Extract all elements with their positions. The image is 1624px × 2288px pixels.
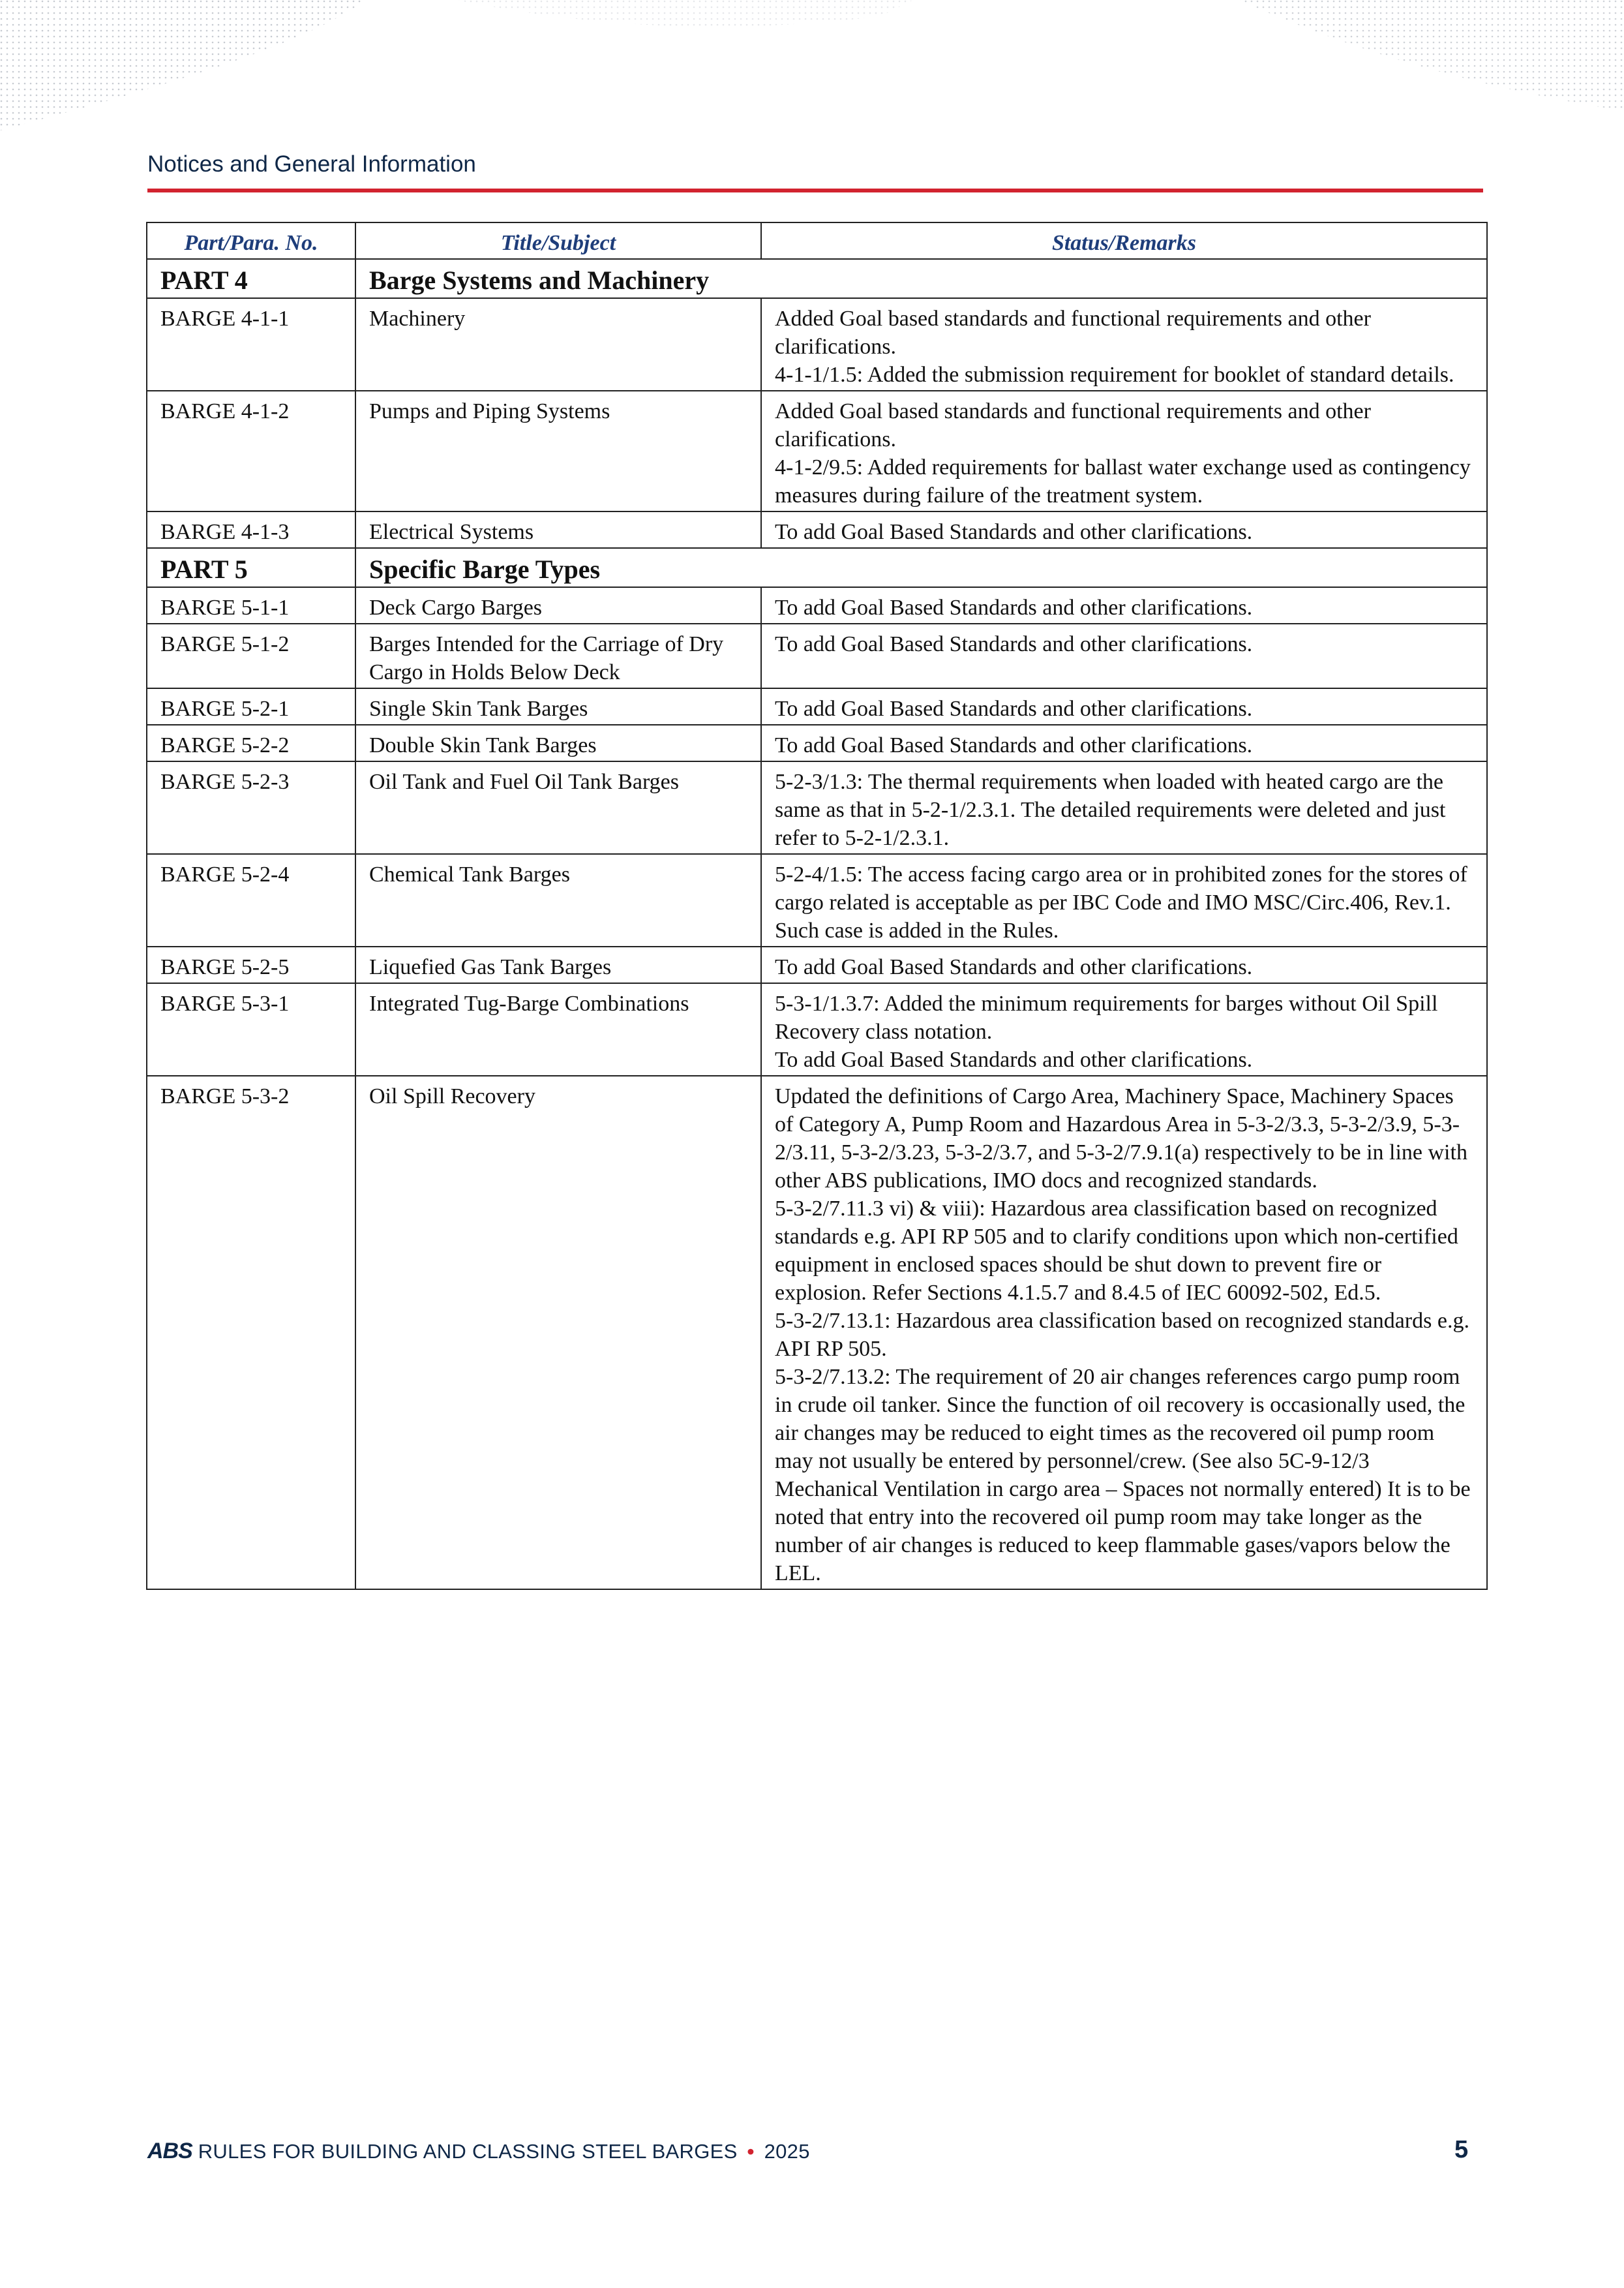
remark-line: Added Goal based standards and functional requirements and other clarifications. (775, 399, 1371, 451)
remark-line: 5-2-3/1.3: The thermal requirements when loaded with heated cargo are the same as that in 5-2-1/2.3.1. The detailed requirements were deleted and just refer to 5-2-1/2.3.1. (775, 770, 1446, 850)
para-number: BARGE 4-1-2 (147, 391, 355, 511)
status-remarks (761, 391, 1487, 511)
remark-line: To add Goal Based Standards and other clarifications. (775, 520, 1253, 544)
subject-title: Oil Spill Recovery (355, 1076, 761, 1589)
part-row (147, 259, 1487, 298)
status-remarks (761, 688, 1487, 725)
table-row (147, 587, 1487, 624)
column-header-part: Part/Para. No. (147, 222, 355, 259)
table-row (147, 983, 1487, 1076)
subject-title: Electrical Systems (355, 511, 761, 548)
table-row (147, 511, 1487, 548)
remark-line: To add Goal Based Standards and other clarifications. (775, 596, 1253, 620)
table-row (147, 391, 1487, 511)
header-dot-pattern (0, 0, 1624, 150)
para-number: BARGE 5-2-2 (147, 725, 355, 761)
para-number: BARGE 5-2-5 (147, 947, 355, 983)
status-remarks (761, 947, 1487, 983)
subject-title: Oil Tank and Fuel Oil Tank Barges (355, 761, 761, 854)
status-remarks (761, 587, 1487, 624)
remark-line: 4-1-1/1.5: Added the submission requirement for booklet of standard details. (775, 363, 1454, 387)
subject-title: Machinery (355, 298, 761, 391)
subject-title: Chemical Tank Barges (355, 854, 761, 947)
subject-title: Deck Cargo Barges (355, 587, 761, 624)
para-number: BARGE 5-1-2 (147, 624, 355, 688)
table-header-row (147, 222, 1487, 259)
remark-line: To add Goal Based Standards and other clarifications. (775, 632, 1253, 656)
status-remarks (761, 511, 1487, 548)
table-row (147, 624, 1487, 688)
status-remarks (761, 761, 1487, 854)
footer-year: 2025 (764, 2140, 810, 2163)
subject-title: Integrated Tug-Barge Combinations (355, 983, 761, 1076)
column-header-title: Title/Subject (355, 222, 761, 259)
subject-title: Single Skin Tank Barges (355, 688, 761, 725)
para-number: BARGE 4-1-1 (147, 298, 355, 391)
subject-title: Double Skin Tank Barges (355, 725, 761, 761)
subject-title: Barges Intended for the Carriage of Dry Cargo in Holds Below Deck (355, 624, 761, 688)
header-rule (147, 189, 1483, 192)
status-remarks (761, 624, 1487, 688)
subject-title: Liquefied Gas Tank Barges (355, 947, 761, 983)
part-number: PART 4 (147, 259, 355, 298)
table-row (147, 725, 1487, 761)
table-row (147, 298, 1487, 391)
para-number: BARGE 5-2-1 (147, 688, 355, 725)
abs-logo: ABS (147, 2139, 192, 2163)
status-remarks (761, 1076, 1487, 1589)
section-title: Notices and General Information (147, 151, 476, 177)
table-row (147, 688, 1487, 725)
remark-line: 5-3-2/7.13.1: Hazardous area classification based on recognized standards e.g. API RP 505. (775, 1309, 1469, 1361)
para-number: BARGE 5-3-1 (147, 983, 355, 1076)
table-row (147, 947, 1487, 983)
status-remarks (761, 854, 1487, 947)
remark-line: Added Goal based standards and functional requirements and other clarifications. (775, 307, 1371, 359)
table-row (147, 761, 1487, 854)
remark-line: To add Goal Based Standards and other clarifications. (775, 697, 1253, 721)
status-remarks (761, 983, 1487, 1076)
column-header-status: Status/Remarks (761, 222, 1487, 259)
remark-line: 4-1-2/9.5: Added requirements for ballast water exchange used as contingency measures during failure of the treatment system. (775, 455, 1471, 508)
remark-line: 5-3-1/1.3.7: Added the minimum requirements for barges without Oil Spill Recovery class notation. (775, 992, 1438, 1044)
para-number: BARGE 5-1-1 (147, 587, 355, 624)
subject-title: Pumps and Piping Systems (355, 391, 761, 511)
page-number: 5 (1454, 2136, 1469, 2163)
remark-line: 5-3-2/7.11.3 vi) & viii): Hazardous area classification based on recognized standards e.g. API RP 505 and to clarify conditions upon which non-certified equipment in enclosed spaces should be shut down to prevent fire or explosion. Refer Sections 4.1.5.7 and 8.4.5 of IEC 60092-502, Ed.5. (775, 1197, 1458, 1305)
table-row (147, 854, 1487, 947)
remark-line: To add Goal Based Standards and other clarifications. (775, 733, 1253, 757)
part-number: PART 5 (147, 548, 355, 587)
status-remarks (761, 725, 1487, 761)
remark-line: 5-2-4/1.5: The access facing cargo area or in prohibited zones for the stores of cargo related is acceptable as per IBC Code and IMO MSC/Circ.406, Rev.1. Such case is added in the Rules. (775, 862, 1467, 943)
footer-separator: • (747, 2140, 755, 2163)
part-title: Barge Systems and Machinery (355, 259, 1487, 298)
part-row (147, 548, 1487, 587)
para-number: BARGE 4-1-3 (147, 511, 355, 548)
table-row (147, 1076, 1487, 1589)
remark-line: To add Goal Based Standards and other clarifications. (775, 1048, 1253, 1072)
para-number: BARGE 5-2-4 (147, 854, 355, 947)
remark-line: To add Goal Based Standards and other clarifications. (775, 955, 1253, 979)
para-number: BARGE 5-2-3 (147, 761, 355, 854)
footer-title: RULES FOR BUILDING AND CLASSING STEEL BARGES (198, 2140, 738, 2163)
footer-publication (147, 2139, 810, 2164)
part-title: Specific Barge Types (355, 548, 1487, 587)
remark-line: 5-3-2/7.13.2: The requirement of 20 air changes references cargo pump room in crude oil tanker. Since the function of oil recovery is occasionally used, the air changes may be reduced to eight times as the recovered oil pump room may not usually be entered by personnel/crew. (See also 5C-9-12/3 Mechanical Ventilation in cargo area – Spaces not normally entered) It is to be noted that entry into the recovered oil pump room may take longer as the number of air changes is reduced to keep flammable gases/vapors below the LEL. (775, 1365, 1471, 1585)
para-number: BARGE 5-3-2 (147, 1076, 355, 1589)
notices-table (146, 222, 1488, 1590)
remark-line: Updated the definitions of Cargo Area, Machinery Space, Machinery Spaces of Category A, Pump Room and Hazardous Area in 5-3-2/3.3, 5-3-2/3.9, 5-3-2/3.11, 5-3-2/3.23, 5-3-2/3.7, and 5-3-2/7.9.1(a) respectively to be in line with other ABS publications, IMO docs and recognized standards. (775, 1084, 1467, 1193)
status-remarks (761, 298, 1487, 391)
